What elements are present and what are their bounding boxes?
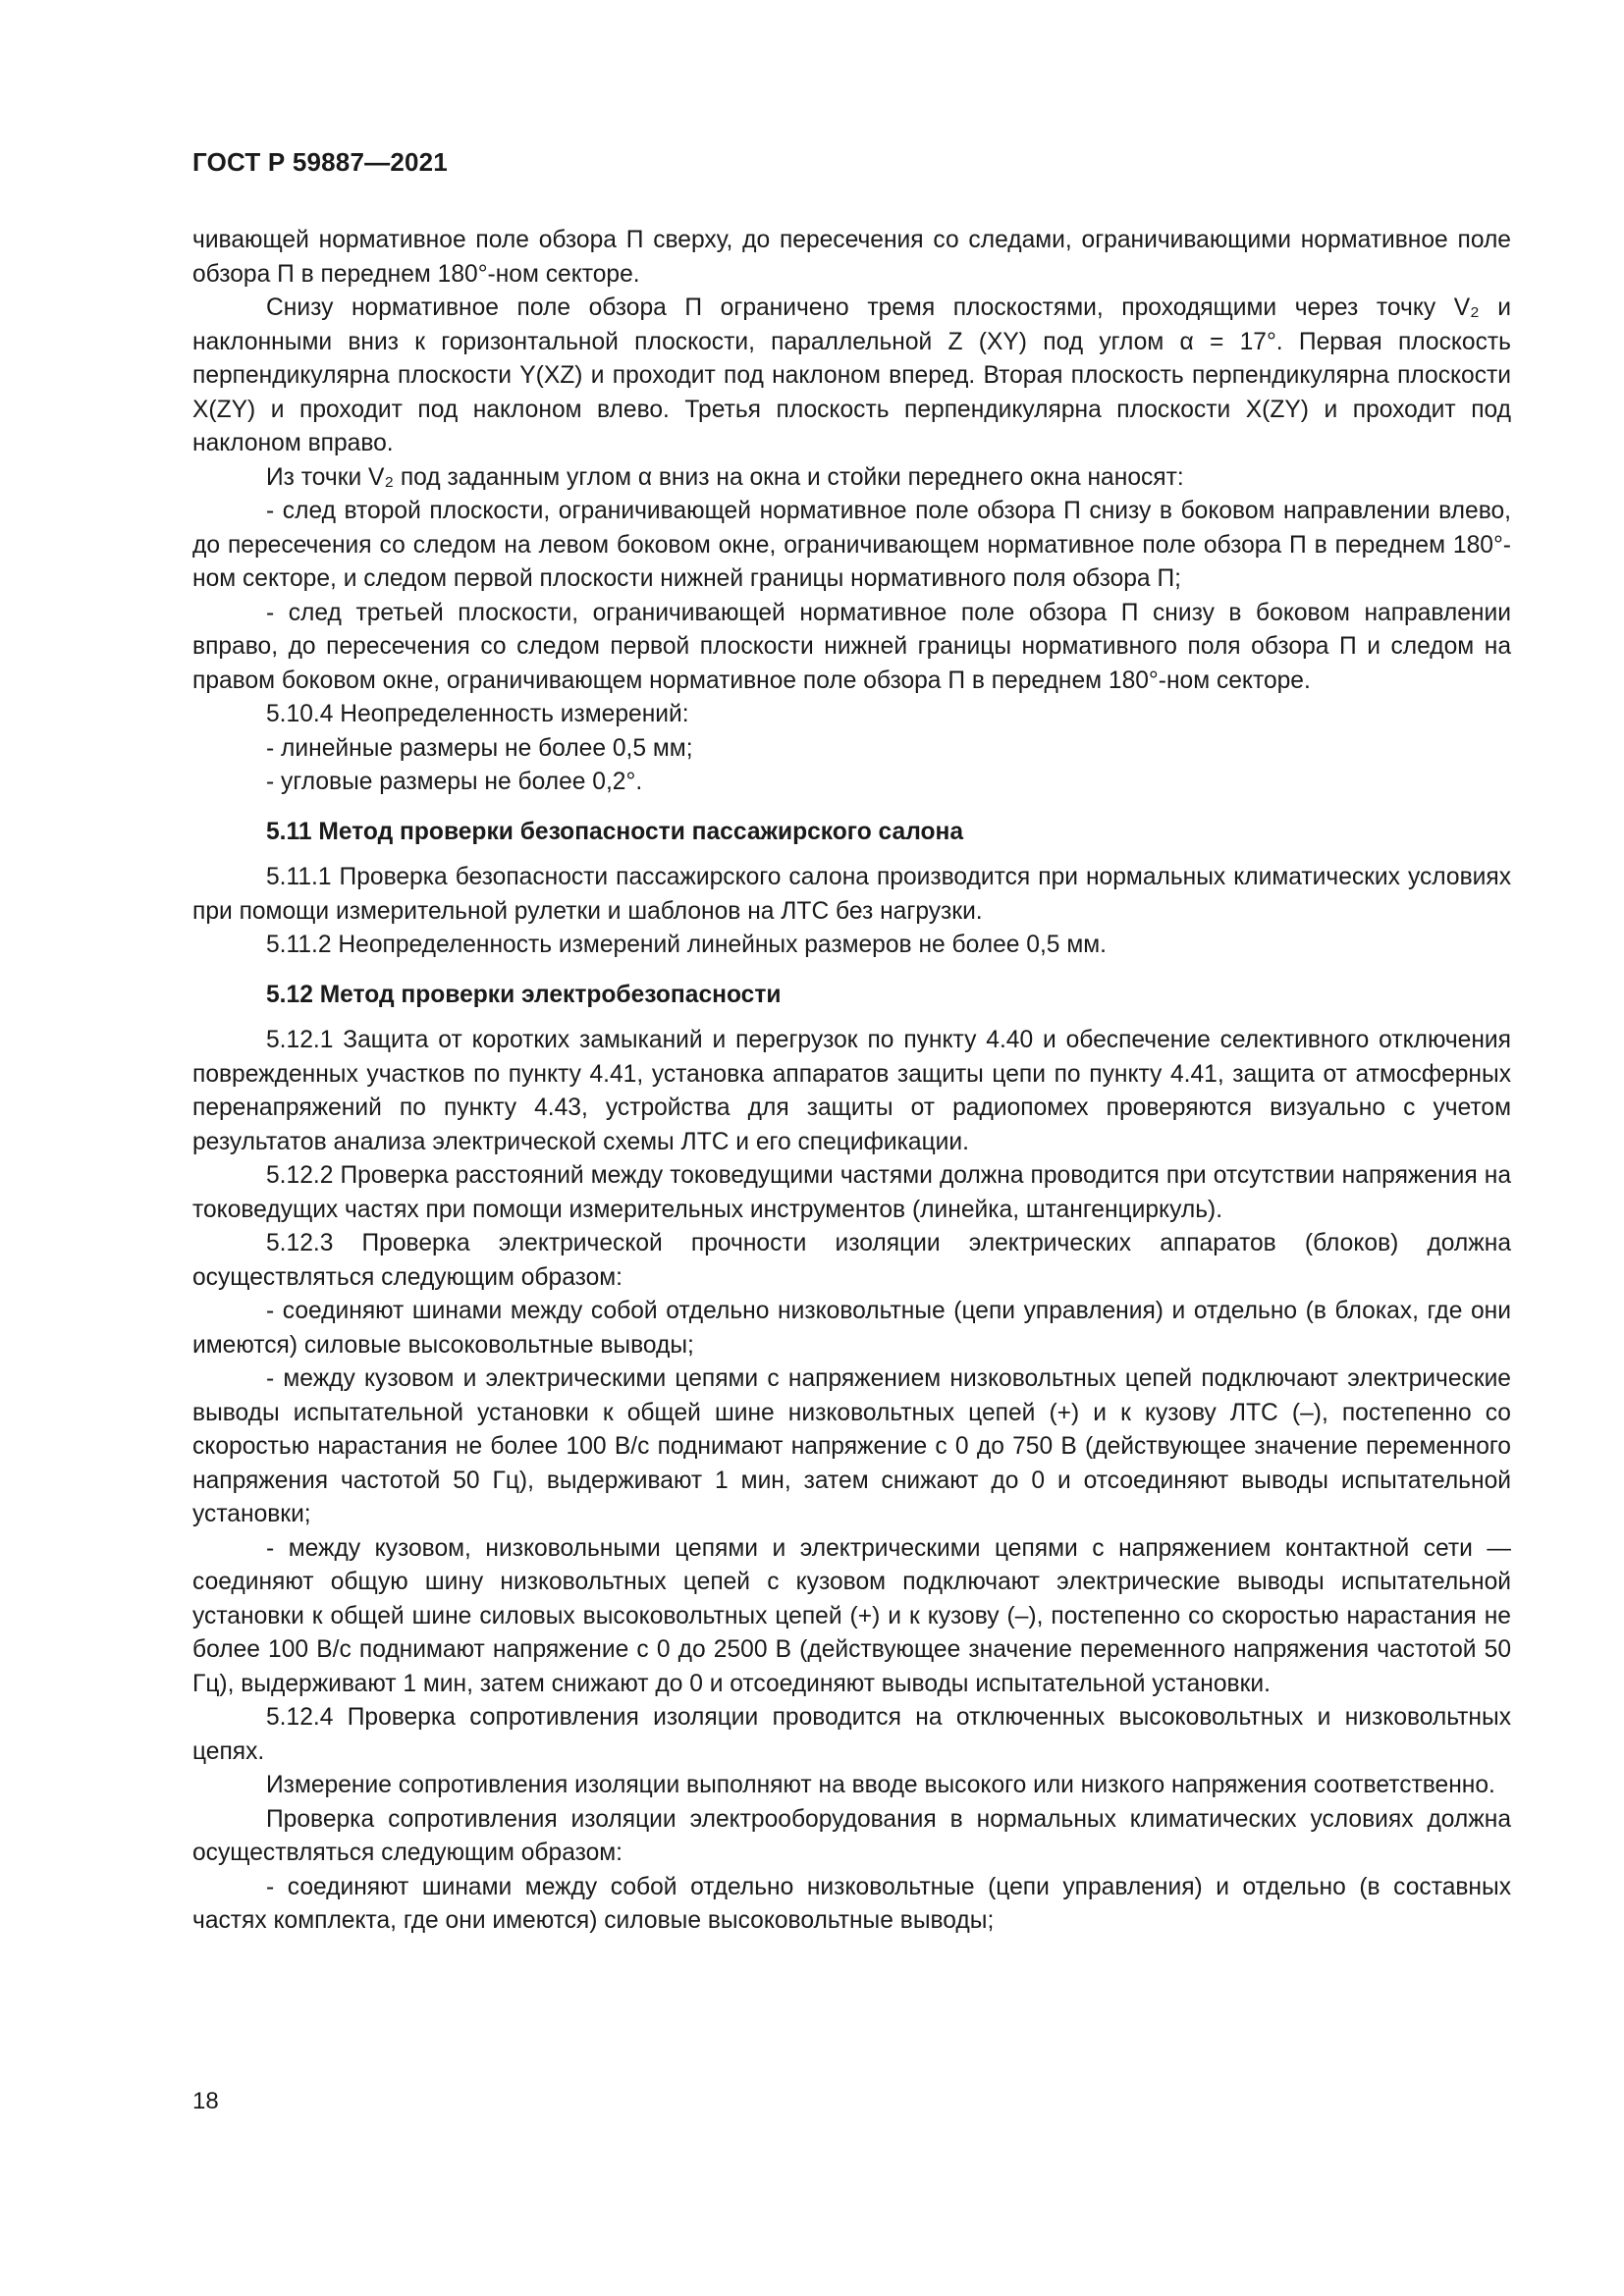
list-item: - линейные размеры не более 0,5 мм; (266, 734, 693, 762)
paragraph: Снизу нормативное поле обзора П ограничено тремя плоскостями, проходящими через точку V₂ и наклонными вниз к горизонтальной плоскости, параллельной Z (XY) под углом α = 17°. Первая плоскость перпендикулярна плоскости Y(XZ) и проходит под наклоном вперед. Вторая плоскость перпендикулярна плоскости X(ZY) и проходит под наклоном влево. Третья плоскость перпендикулярна плоскости X(ZY) и проходит под наклоном вправо. (192, 294, 1511, 456)
list-item: - соединяют шинами между собой отдельно низковольтные (цепи управления) и отдельно (в составных частях комплекта, где они имеются) силовые высоковольтные выводы; (192, 1873, 1511, 1934)
list-item: - соединяют шинами между собой отдельно низковольтные (цепи управления) и отдельно (в блоках, где они имеются) силовые высоковольтные выводы; (192, 1298, 1511, 1359)
paragraph: 5.11.1 Проверка безопасности пассажирского салона производится при нормальных климатических условиях при помощи измерительной рулетки и шаблонов на ЛТС без нагрузки. (192, 864, 1511, 925)
paragraph: 5.12.1 Защита от коротких замыканий и перегрузок по пункту 4.40 и обеспечение селективного отключения поврежденных участков по пункту 4.41, установка аппаратов защиты цепи по пункту 4.41, защита от атмосферных перенапряжений по пункту 4.43, устройства для защиты от радиопомех проверяются визуально с учетом результатов анализа электрической схемы ЛТС и его спецификации. (192, 1027, 1511, 1155)
list-item: - угловые размеры не более 0,2°. (266, 769, 643, 795)
list-item: - след третьей плоскости, ограничивающей нормативное поле обзора П снизу в боковом направлении вправо, до пересечения со следом первой плоскости нижней границы нормативного поля обзора П и следом на правом боковом окне, ограничивающем нормативное поле обзора П в переднем 180°-ном секторе. (192, 599, 1511, 694)
list-item: - между кузовом, низковольными цепями и электрическими цепями с напряжением контактной сети — соединяют общую шину низковольтных цепей с кузовом подключают электрические выводы испытательной установки к общей шине силовых высоковольтных цепей (+) и к кузову (–), постепенно со скоростью нарастания не более 100 В/с поднимают напряжение с 0 до 2500 В (действующее значение переменного напряжения частотой 50 Гц), выдерживают 1 мин, затем снижают до 0 и отсоединяют выводы испытательной установки. (192, 1534, 1511, 1697)
paragraph: Из точки V₂ под заданным углом α вниз на окна и стойки переднего окна наносят: (266, 463, 1184, 491)
paragraph: Измерение сопротивления изоляции выполняют на вводе высокого или низкого напряжения соответственно. (266, 1772, 1495, 1798)
page-number: 18 (192, 2088, 219, 2114)
section-heading: 5.12 Метод проверки электробезопасности (266, 981, 782, 1008)
paragraph: 5.10.4 Неопределенность измерений: (266, 701, 689, 727)
paragraph: 5.12.4 Проверка сопротивления изоляции проводится на отключенных высоковольтных и низковольтных цепях. (192, 1704, 1511, 1765)
paragraph: 5.12.2 Проверка расстояний между токоведущими частями должна проводится при отсутствии напряжения на токоведущих частях при помощи измерительных инструментов (линейка, штангенциркуль). (192, 1162, 1511, 1223)
paragraph: чивающей нормативное поле обзора П сверху, до пересечения со следами, ограничивающими нормативное поле обзора П в переднем 180°-ном секторе. (192, 227, 1511, 288)
section-heading: 5.11 Метод проверки безопасности пассажирского салона (266, 818, 964, 845)
document-code: ГОСТ Р 59887—2021 (192, 147, 448, 177)
paragraph: 5.12.3 Проверка электрической прочности изоляции электрических аппаратов (блоков) должна осуществляться следующим образом: (192, 1230, 1511, 1291)
document-body (192, 224, 1511, 1939)
paragraph: Проверка сопротивления изоляции электрооборудования в нормальных климатических условиях должна осуществляться следующим образом: (192, 1805, 1511, 1866)
list-item: - след второй плоскости, ограничивающей нормативное поле обзора П снизу в боковом направлении влево, до пересечения со следом на левом боковом окне, ограничивающем нормативное поле обзора П в переднем 180°-ном секторе, и следом первой плоскости нижней границы нормативного поля обзора П; (192, 498, 1511, 592)
paragraph: 5.11.2 Неопределенность измерений линейных размеров не более 0,5 мм. (266, 932, 1107, 958)
list-item: - между кузовом и электрическими цепями с напряжением низковольтных цепей подключают электрические выводы испытательной установки к общей шине низковольтных цепей (+) и к кузову ЛТС (–), постепенно со скоростью нарастания не более 100 В/с поднимают напряжение с 0 до 750 В (действующее значение переменного напряжения частотой 50 Гц), выдерживают 1 мин, затем снижают до 0 и отсоединяют выводы испытательной установки; (192, 1365, 1511, 1527)
